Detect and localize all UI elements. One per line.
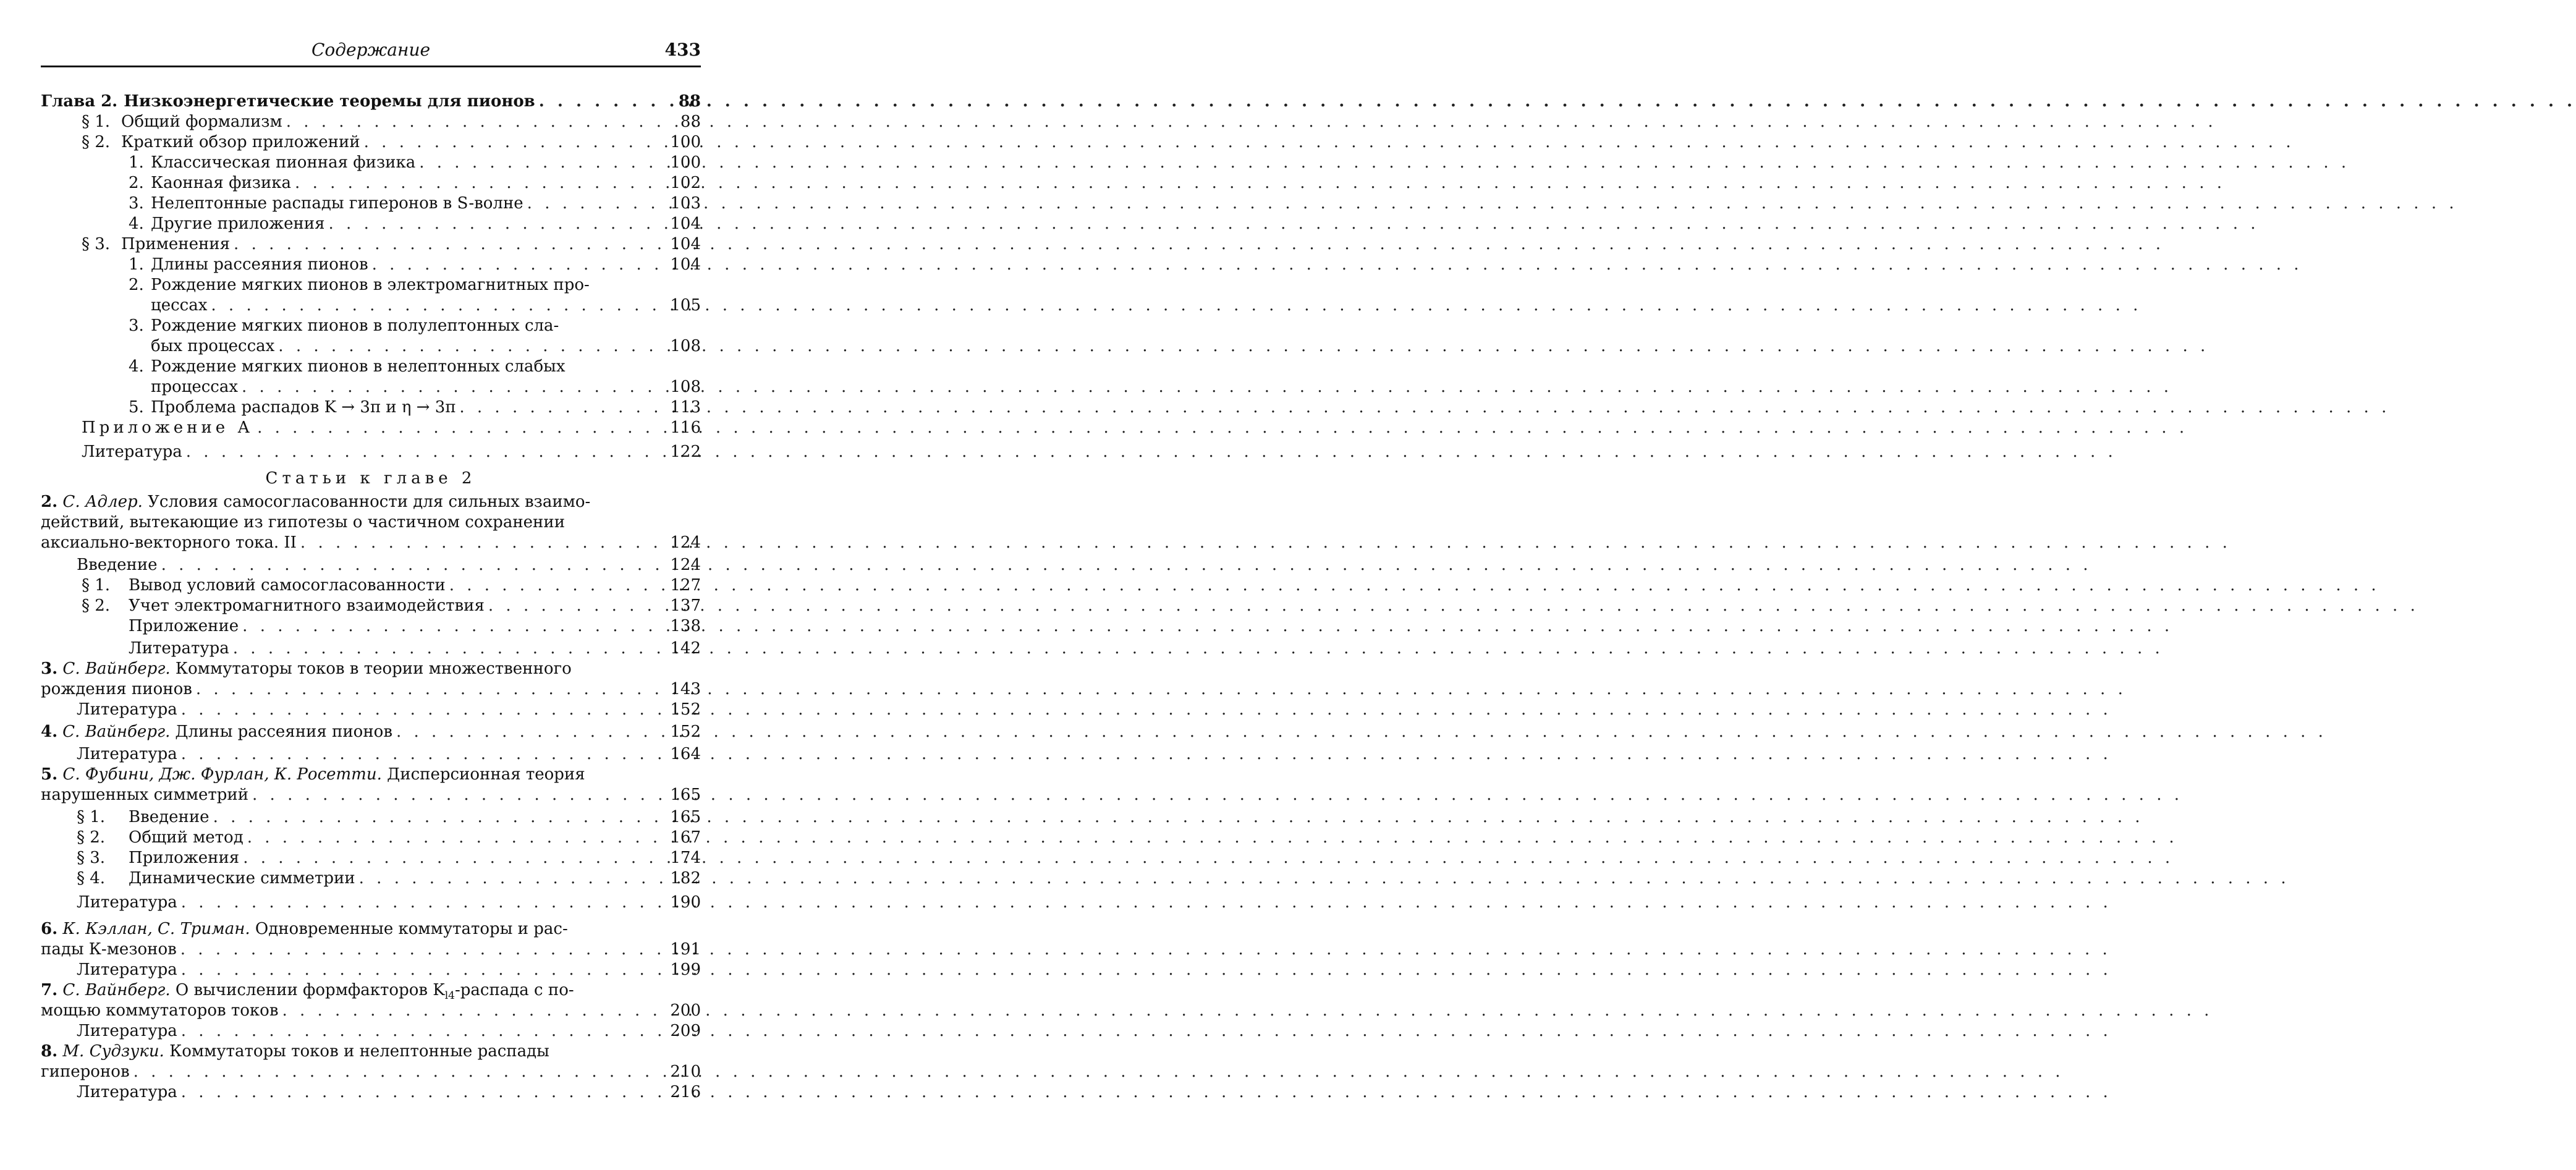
dot-leader xyxy=(488,596,664,616)
dot-leader xyxy=(282,1001,664,1021)
toc-section-row xyxy=(41,132,701,153)
dot-leader xyxy=(372,255,664,275)
item-number: 3. xyxy=(129,316,144,335)
article-sub-row xyxy=(41,744,701,765)
dot-leader xyxy=(242,377,664,397)
section-title: Учет электромагнитного взаимодействия xyxy=(129,596,485,615)
article-title-cont: мощью коммутаторов токов xyxy=(41,1001,279,1020)
article-sub-row xyxy=(41,700,701,720)
toc-item-row xyxy=(41,397,701,418)
page-ref: 143 xyxy=(670,680,701,698)
literature-title: Литература xyxy=(77,745,177,763)
article-last-line xyxy=(41,1001,701,1021)
article-title-cont: гиперонов xyxy=(41,1062,130,1081)
page-ref: 102 xyxy=(670,174,701,192)
section-number: § 2. xyxy=(82,596,111,615)
item-number: 4. xyxy=(129,357,144,376)
item-title-cont: цессах xyxy=(151,296,208,315)
article-number: 2. xyxy=(41,493,58,511)
article-first-line xyxy=(41,980,701,1001)
page-ref: 210 xyxy=(670,1062,701,1081)
page-ref: 167 xyxy=(670,828,701,847)
article-section-row xyxy=(41,807,701,828)
item-number: 5. xyxy=(129,398,144,417)
item-number: 3. xyxy=(129,194,144,213)
item-title: Нелептонные распады гиперонов в S-волне xyxy=(151,194,523,213)
page-ref: 200 xyxy=(670,1001,701,1020)
literature-title: Литература xyxy=(77,1022,177,1040)
page-ref: 103 xyxy=(670,194,701,213)
dot-leader xyxy=(364,132,664,153)
dot-leader xyxy=(419,153,664,173)
item-number: 1. xyxy=(129,153,144,172)
toc-item-row xyxy=(41,255,701,275)
article-number: 4. xyxy=(41,723,58,741)
dot-leader xyxy=(278,336,664,357)
page-ref: 164 xyxy=(670,745,701,763)
toc-section-row xyxy=(41,112,701,132)
article-title-cont: действий, вытекающие из гипотезы о частичном сохранении xyxy=(41,513,566,532)
page-number: 433 xyxy=(664,40,701,60)
literature-title: Литература xyxy=(77,893,177,912)
article-line xyxy=(41,512,701,533)
dot-leader xyxy=(181,700,664,720)
dot-leader xyxy=(295,173,664,193)
article-title-cont: аксиально-векторного тока. II xyxy=(41,533,297,552)
page-ref: 199 xyxy=(670,960,701,979)
article-number: 8. xyxy=(41,1042,58,1061)
page-ref: 152 xyxy=(670,700,701,719)
item-title: Рождение мягких пионов в полулептонных сла- xyxy=(151,316,559,335)
page-ref: 142 xyxy=(670,639,701,658)
page-ref: 124 xyxy=(670,533,701,552)
dot-leader xyxy=(186,442,664,462)
article-sub-row xyxy=(41,1082,701,1103)
toc-item-row xyxy=(41,193,701,214)
item-number: 4. xyxy=(129,214,144,233)
dot-leader xyxy=(247,828,664,848)
page-ref: 88 xyxy=(680,112,701,131)
article-number: 6. xyxy=(41,920,58,938)
article-title: Условия самосогласованности для сильных взаимо- xyxy=(148,493,591,511)
page-ref: 190 xyxy=(670,893,701,912)
running-title: Содержание xyxy=(311,40,431,60)
article-author: С. Адлер. xyxy=(62,493,143,511)
dot-leader xyxy=(300,533,664,553)
literature-title: Литература xyxy=(77,700,177,719)
table-of-contents xyxy=(41,91,701,1103)
toc-literature-row xyxy=(41,442,701,462)
dot-leader xyxy=(359,868,664,889)
item-number: 2. xyxy=(129,174,144,192)
page-ref: 105 xyxy=(670,296,701,315)
section-title: Общий формализм xyxy=(121,112,282,131)
dot-leader xyxy=(396,722,664,742)
item-title: Проблема распадов K → 3π и η → 3π xyxy=(151,398,456,417)
section-title: Общий метод xyxy=(129,828,244,847)
page-ref: 113 xyxy=(670,398,701,417)
dot-leader xyxy=(286,112,664,132)
article-section-row xyxy=(41,848,701,868)
page-ref: 124 xyxy=(670,556,701,574)
toc-item-row xyxy=(41,173,701,193)
item-title: Рождение мягких пионов в нелептонных слабых xyxy=(151,357,566,376)
toc-item-continuation xyxy=(41,377,701,397)
dot-leader xyxy=(181,1082,664,1103)
section-number: § 1. xyxy=(82,112,111,131)
literature-title: Литература xyxy=(129,639,229,658)
sub-title: Введение xyxy=(77,556,158,574)
page-ref: 165 xyxy=(670,786,701,804)
formfactor-subscript: l4 xyxy=(444,990,455,1003)
article-last-line xyxy=(41,785,701,805)
item-number: 2. xyxy=(129,276,144,294)
page-ref: 138 xyxy=(670,617,701,635)
article-sub-row xyxy=(41,960,701,980)
article-author: С. Вайнберг. xyxy=(62,659,171,678)
section-number: § 2. xyxy=(82,133,111,151)
dot-leader xyxy=(133,1062,664,1082)
page-ref: 104 xyxy=(670,235,701,253)
dot-leader xyxy=(181,892,664,913)
item-title: Другие приложения xyxy=(151,214,325,233)
page-ref: 104 xyxy=(670,255,701,274)
page-ref: 108 xyxy=(670,378,701,396)
page-ref: 122 xyxy=(670,443,701,461)
section-title: Введение xyxy=(129,808,210,826)
running-header xyxy=(41,36,701,63)
article-title: -распада с по- xyxy=(454,981,574,999)
page-ref: 108 xyxy=(670,337,701,355)
article-last-line xyxy=(41,533,701,553)
toc-item-first-line xyxy=(41,357,701,377)
page-ref: 104 xyxy=(670,214,701,233)
dot-leader xyxy=(211,295,664,316)
page-ref: 100 xyxy=(670,133,701,151)
section-title: Приложения xyxy=(129,849,240,867)
article-author: С. Фубини, Дж. Фурлан, К. Росетти. xyxy=(62,765,382,784)
dot-leader xyxy=(459,397,664,418)
item-title-cont: процессах xyxy=(151,378,239,396)
toc-item-row xyxy=(41,214,701,234)
articles-heading: Статьи к главе 2 xyxy=(265,469,477,488)
section-title: Вывод условий самосогласованности xyxy=(129,576,446,595)
item-number: 1. xyxy=(129,255,144,274)
dot-leader xyxy=(449,575,664,596)
dot-leader xyxy=(234,234,664,255)
sub-title: Приложение xyxy=(129,617,239,635)
dot-leader xyxy=(527,193,664,214)
article-number: 3. xyxy=(41,659,58,678)
article-title-cont: нарушенных симметрий xyxy=(41,786,249,804)
article-sub-row xyxy=(41,638,701,659)
article-title: Длины рассеяния пионов xyxy=(175,723,392,741)
section-title: Применения xyxy=(121,235,231,253)
section-number: § 1. xyxy=(77,808,106,826)
section-number: § 1. xyxy=(82,576,111,595)
dot-leader xyxy=(233,638,664,659)
section-title: Краткий обзор приложений xyxy=(121,133,360,151)
article-author: С. Вайнберг. xyxy=(62,723,171,741)
header-rule xyxy=(41,66,701,67)
article-section-row xyxy=(41,828,701,848)
article-author: М. Судзуки. xyxy=(62,1042,164,1061)
article-first-line xyxy=(41,1041,701,1062)
article-row xyxy=(41,722,701,742)
article-title: О вычислении формфакторов K xyxy=(175,981,445,999)
dot-leader xyxy=(242,616,664,637)
article-author: К. Кэллан, С. Триман. xyxy=(62,920,250,938)
section-number: § 3. xyxy=(77,849,106,867)
article-sub-row xyxy=(41,616,701,637)
article-number: 5. xyxy=(41,765,58,784)
chapter-label: Глава 2. xyxy=(41,92,118,111)
toc-item-row xyxy=(41,153,701,173)
item-title: Рождение мягких пионов в электромагнитных про- xyxy=(151,276,590,294)
literature-title: Литература xyxy=(77,1083,177,1101)
section-number: § 4. xyxy=(77,869,106,888)
dot-leader xyxy=(257,418,664,438)
toc-chapter-row xyxy=(41,91,701,112)
page-ref: 165 xyxy=(670,808,701,826)
dot-leader xyxy=(252,785,664,805)
toc-item-continuation xyxy=(41,336,701,357)
article-first-line xyxy=(41,765,701,785)
dot-leader xyxy=(161,555,664,575)
article-sub-row xyxy=(41,1021,701,1041)
dot-leader xyxy=(539,91,664,112)
section-title: Динамические симметрии xyxy=(129,869,355,888)
dot-leader xyxy=(213,807,664,828)
article-title-cont: рождения пионов xyxy=(41,680,192,698)
page-ref: 116 xyxy=(670,418,701,437)
article-section-row xyxy=(41,596,701,616)
page-ref: 182 xyxy=(670,869,701,888)
toc-appendix-row xyxy=(41,418,701,438)
toc-section-row xyxy=(41,234,701,255)
item-title-cont: бых процессах xyxy=(151,337,275,355)
article-last-line xyxy=(41,1062,701,1082)
page-ref: 216 xyxy=(670,1083,701,1101)
page-ref: 88 xyxy=(678,92,701,111)
literature-title: Литература xyxy=(77,960,177,979)
article-first-line xyxy=(41,659,701,679)
page-ref: 100 xyxy=(670,153,701,172)
article-author: С. Вайнберг. xyxy=(62,981,171,999)
page-ref: 137 xyxy=(670,596,701,615)
article-first-line xyxy=(41,492,701,512)
article-title: Коммутаторы токов в теории множественного xyxy=(175,659,572,678)
article-last-line xyxy=(41,679,701,700)
article-sub-row xyxy=(41,555,701,575)
section-number: § 2. xyxy=(77,828,106,847)
article-section-row xyxy=(41,575,701,596)
article-section-row xyxy=(41,868,701,889)
appendix-title: Приложение А xyxy=(82,418,254,437)
item-title: Длины рассеяния пионов xyxy=(151,255,368,274)
dot-leader xyxy=(181,960,664,980)
dot-leader xyxy=(181,744,664,765)
dot-leader xyxy=(243,848,664,868)
article-sub-row xyxy=(41,892,701,913)
page-ref: 152 xyxy=(670,723,701,741)
dot-leader xyxy=(196,679,664,700)
page-ref: 209 xyxy=(670,1022,701,1040)
literature-title: Литература xyxy=(82,443,182,461)
book-page xyxy=(0,0,742,1170)
item-title: Каонная физика xyxy=(151,174,292,192)
page-ref: 191 xyxy=(670,940,701,959)
article-title: Дисперсионная теория xyxy=(387,765,585,784)
page-ref: 174 xyxy=(670,849,701,867)
section-number: § 3. xyxy=(82,235,111,253)
article-title: Одновременные коммутаторы и рас- xyxy=(255,920,568,938)
article-last-line xyxy=(41,939,701,960)
article-number: 7. xyxy=(41,981,58,999)
article-title: Коммутаторы токов и нелептонные распады xyxy=(169,1042,549,1061)
article-first-line xyxy=(41,919,701,939)
dot-leader xyxy=(329,214,664,234)
dot-leader xyxy=(181,1021,664,1041)
page-ref: 127 xyxy=(670,576,701,595)
article-title-cont: пады К-мезонов xyxy=(41,940,177,959)
dot-leader xyxy=(180,939,664,960)
chapter-title: Низкоэнергетические теоремы для пионов xyxy=(124,92,535,111)
toc-item-first-line xyxy=(41,275,701,295)
toc-item-first-line xyxy=(41,316,701,336)
toc-item-continuation xyxy=(41,295,701,316)
item-title: Классическая пионная физика xyxy=(151,153,416,172)
